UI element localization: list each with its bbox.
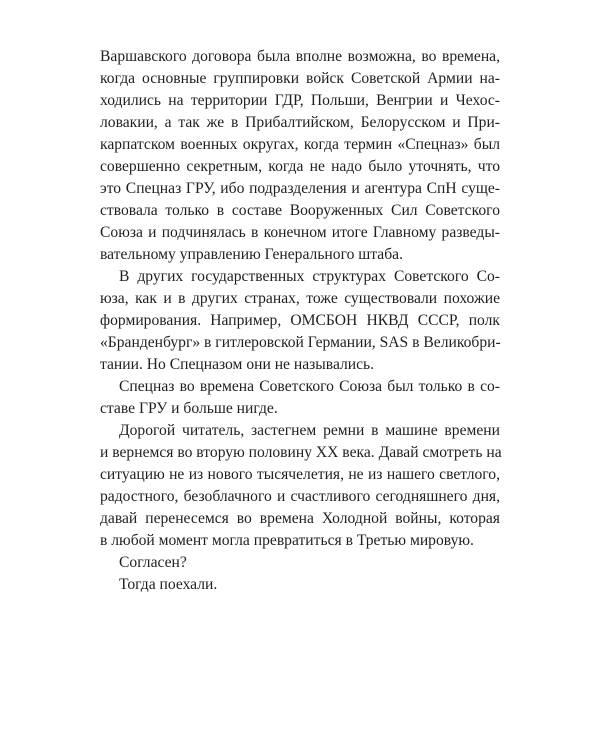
text-line: радостного, безоблачного и счастливого сегодняшнего дня, [100,488,500,505]
text-line: вательному управлению Генерального штаба. [100,246,403,263]
text-line: ситуацию не из нового тысячелетия, не из нашего светлого, [100,466,500,483]
text-line: юза, как и в других странах, тоже существовали похожие [100,290,500,307]
text-line: в любой момент могла превратиться в Третью мировую. [100,532,474,549]
text-line: ходились на территории ГДР, Польши, Венгрии и Чехос- [100,92,500,109]
text-line: ствовала только в составе Вооруженных Сил Советского [100,202,500,219]
text-line: когда основные группировки войск Советской Армии на- [100,70,500,87]
text-line: ставе ГРУ и больше нигде. [100,400,278,417]
text-line: Варшавского договора была вполне возможна, во времена, [100,48,500,65]
page-text [100,46,500,596]
text-line: Дорогой читатель, застегнем ремни в машине времени [119,422,500,439]
text-line: формирования. Например, ОМСБОН НКВД СССР, полк [100,312,500,329]
text-line: Союза и подчинялась в конечном итоге Главному разведы- [100,224,500,241]
text-line: и вернемся во вторую половину XX века. Давай смотреть на [100,444,502,461]
text-line: это Спецназ ГРУ, ибо подразделения и агентура СпН суще- [100,180,500,197]
text-line: ловакии, а так же в Прибалтийском, Белорусском и При- [100,114,500,131]
text-line: В других государственных структурах Советского Со- [119,268,500,285]
text-line: совершенно секретным, когда не надо было уточнять, что [100,158,500,175]
text-line: «Бранденбург» в гитлеровской Германии, SAS в Великобри- [100,334,501,351]
text-line: Тогда поехали. [119,576,218,593]
text-line: давай перенесемся во времена Холодной войны, которая [100,510,500,527]
text-line: Спецназ во времена Советского Союза был только в со- [119,378,500,395]
text-line: карпатском военных округах, когда термин «Спецназ» был [100,136,500,153]
text-line: Согласен? [119,554,187,571]
text-line: тании. Но Спецназом они не назывались. [100,356,375,373]
